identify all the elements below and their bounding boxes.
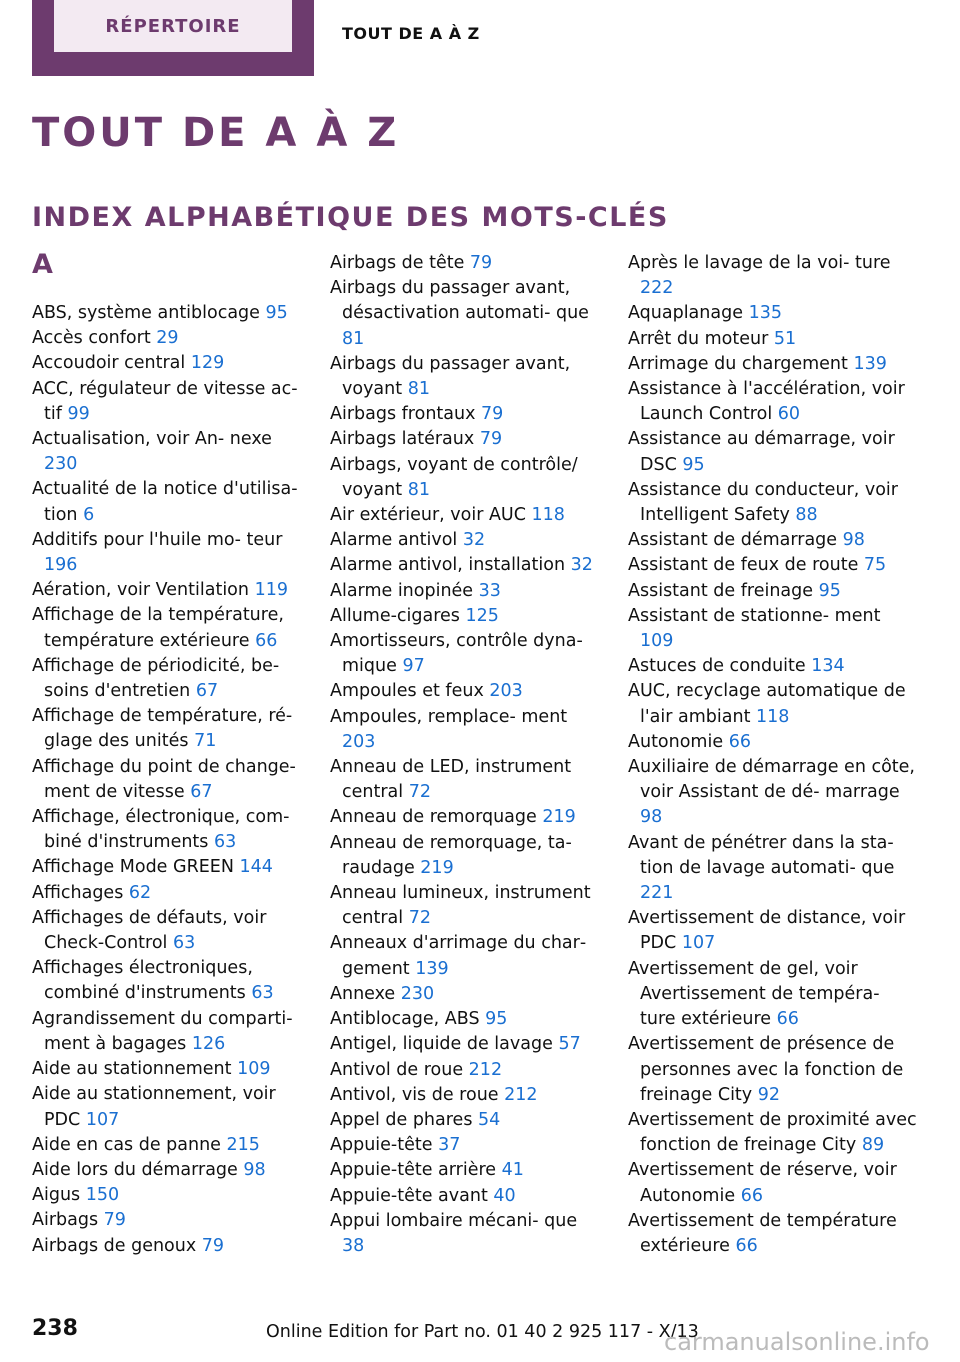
index-entry	[32, 1057, 304, 1082]
index-entry	[330, 453, 602, 503]
index-entry-text: Autonomie	[628, 731, 724, 752]
index-page-link[interactable]: 139	[415, 958, 449, 979]
index-entry	[628, 679, 918, 729]
index-page-link[interactable]: 72	[408, 782, 431, 803]
index-entry	[32, 301, 304, 326]
index-page-link[interactable]: 109	[237, 1059, 271, 1080]
footer-edition: Online Edition for Part no. 01 40 2 925 117 - X/13	[266, 1322, 699, 1342]
index-page-link[interactable]: 212	[468, 1059, 503, 1080]
index-page-link[interactable]: 98	[243, 1159, 266, 1180]
index-entry-text: Anneau de remorquage, ta‐ raudage	[330, 832, 572, 878]
index-page-link[interactable]: 57	[558, 1034, 581, 1055]
index-entry	[330, 1133, 602, 1158]
index-entry-text: Actualisation, voir An‐ nexe	[32, 429, 272, 450]
index-entry-text: Allume-cigares	[330, 605, 460, 626]
index-entry	[32, 326, 304, 351]
index-entry-text: Aération, voir Ventilation	[32, 580, 249, 601]
index-entry-text: Alarme antivol	[330, 530, 458, 551]
index-entry-text: Anneaux d'arrimage du char‐ gement	[330, 933, 587, 979]
index-entry-text: Astuces de conduite	[628, 656, 806, 677]
index-page-link[interactable]: 32	[462, 530, 486, 551]
index-entry	[628, 377, 918, 427]
index-entry	[628, 604, 918, 654]
index-entry	[32, 956, 304, 1006]
index-entry	[628, 301, 918, 326]
index-entry-text: Ampoules, remplace‐ ment	[330, 706, 568, 727]
index-page-link[interactable]: 79	[481, 404, 504, 425]
index-page-link[interactable]: 203	[342, 731, 376, 752]
index-entry-text: Additifs pour l'huile mo‐ teur	[32, 529, 283, 550]
index-entry-text: Avant de pénétrer dans la sta‐ tion de lavage automati‐ que	[628, 832, 895, 878]
index-page-link[interactable]: 95	[265, 303, 288, 323]
index-page-link[interactable]: 37	[438, 1135, 461, 1156]
index-entry	[32, 1208, 304, 1233]
index-page-link[interactable]: 41	[501, 1160, 524, 1181]
index-page-link[interactable]: 63	[251, 983, 274, 1004]
index-entry-text: Assistant de feux de route	[628, 555, 859, 576]
current-tab-label: TOUT DE A À Z	[342, 24, 480, 43]
index-page-link[interactable]: 72	[408, 908, 431, 929]
index-entry-text: Arrêt du moteur	[628, 328, 769, 349]
index-page-link[interactable]: 29	[156, 328, 179, 349]
index-page-link[interactable]: 67	[195, 681, 219, 702]
index-entry	[628, 1108, 918, 1158]
index-entry-text: Amortisseurs, contrôle dyna‐ mique	[330, 631, 583, 677]
index-page-link[interactable]: 88	[795, 505, 818, 526]
index-page-link[interactable]: 107	[681, 933, 716, 954]
index-entry	[330, 1083, 602, 1108]
index-entry-text: Alarme antivol, installation	[330, 555, 566, 576]
index-entry-text: Affichages électroniques, combiné d'instruments	[32, 958, 253, 1004]
index-page-link[interactable]: 144	[239, 857, 273, 878]
index-entry-text: Anneau lumineux, instrument central	[330, 883, 591, 929]
index-entry-text: Airbags	[32, 1210, 99, 1231]
index-entry-text: Airbags du passager avant, voyant	[330, 353, 571, 400]
index-entry	[32, 377, 304, 427]
index-entry	[330, 1108, 602, 1133]
index-entry	[330, 1158, 602, 1183]
index-entry	[628, 957, 918, 1033]
index-entry	[330, 831, 602, 881]
index-entry	[330, 352, 602, 402]
index-entry	[330, 427, 602, 452]
index-entry-text: Assistance au démarrage, voir DSC	[628, 429, 895, 475]
index-entry-text: Aide au stationnement, voir PDC	[32, 1084, 276, 1130]
index-page-link[interactable]: 97	[402, 656, 425, 677]
index-page-link[interactable]: 79	[201, 1235, 225, 1256]
index-entry	[32, 427, 304, 477]
index-entry	[32, 603, 304, 653]
index-page-link[interactable]: 215	[226, 1134, 260, 1155]
index-entry-text: Affichages de défauts, voir Check-Control	[32, 907, 267, 954]
index-column-2	[330, 251, 602, 1259]
index-page-link[interactable]: 230	[44, 454, 78, 475]
index-entry-text: Assistant de freinage	[628, 580, 814, 601]
index-entry	[32, 755, 304, 805]
index-entry-text: Avertissement de présence de personnes avec la fonction de freinage City	[628, 1034, 904, 1105]
index-entry	[32, 1158, 304, 1183]
index-page-link[interactable]: 51	[773, 328, 797, 349]
index-page-link[interactable]: 63	[214, 832, 237, 853]
index-page-link[interactable]: 118	[531, 505, 565, 526]
index-entry	[330, 982, 602, 1007]
index-entry-text: Affichage Mode GREEN	[32, 857, 234, 878]
index-entry-text: Affichage du point de change‐ ment de vitesse	[32, 756, 296, 802]
index-page-link[interactable]: 71	[194, 731, 217, 752]
index-page-link[interactable]: 89	[861, 1135, 885, 1156]
index-page-link[interactable]: 118	[756, 706, 790, 727]
index-page-link[interactable]: 54	[478, 1109, 501, 1130]
index-page-link[interactable]: 66	[776, 1009, 799, 1030]
index-entry	[330, 1184, 602, 1209]
index-entry-text: Ampoules et feux	[330, 681, 484, 702]
index-entry	[330, 679, 602, 704]
index-entry-text: Actualité de la notice d'utilisa‐ tion	[32, 479, 298, 525]
index-entry	[330, 604, 602, 629]
index-page-link[interactable]: 62	[128, 882, 152, 903]
index-page-link[interactable]: 221	[640, 883, 674, 904]
index-entry	[32, 1007, 304, 1057]
index-entry	[32, 528, 304, 578]
index-page-link[interactable]: 119	[254, 580, 288, 601]
index-entry	[32, 881, 304, 906]
index-entry	[628, 553, 918, 578]
index-page-link[interactable]: 33	[478, 580, 501, 601]
index-entry	[32, 578, 304, 603]
index-letter: A	[32, 249, 53, 280]
index-page-link[interactable]: 134	[811, 656, 845, 677]
index-entry-text: Antigel, liquide de lavage	[330, 1034, 553, 1055]
index-entry	[628, 251, 918, 301]
index-page-link[interactable]: 75	[863, 555, 887, 576]
index-entry	[628, 478, 918, 528]
index-page-link[interactable]: 107	[85, 1109, 120, 1130]
index-entry	[32, 1183, 304, 1208]
index-entry	[32, 906, 304, 956]
index-entry	[330, 931, 602, 981]
index-page-link[interactable]: 150	[85, 1185, 120, 1206]
index-page-link[interactable]: 38	[342, 1235, 365, 1256]
section-tab-label: RÉPERTOIRE	[54, 0, 292, 52]
index-entry-text: Anneau de remorquage	[330, 807, 537, 828]
index-entry-text: Appel de phares	[330, 1109, 473, 1130]
index-entry	[330, 553, 602, 578]
index-entry-text: ACC, régulateur de vitesse ac‐ tif	[32, 378, 298, 424]
index-page-link[interactable]: 67	[190, 781, 213, 802]
index-entry	[330, 755, 602, 805]
section-title: INDEX ALPHABÉTIQUE DES MOTS-CLÉS	[32, 202, 669, 233]
index-entry-text: Affichage de périodicité, be‐ soins d'entretien	[32, 655, 280, 702]
index-entry-text: Accès confort	[32, 328, 151, 349]
index-entry	[330, 503, 602, 528]
index-entry	[628, 1158, 918, 1208]
index-entry-text: AUC, recyclage automatique de l'air ambiant	[628, 681, 906, 727]
index-page-link[interactable]: 95	[818, 580, 841, 601]
index-page-link[interactable]: 222	[640, 278, 674, 299]
index-entry	[628, 755, 918, 831]
index-entry-text: Appuie-tête	[330, 1135, 433, 1156]
index-entry	[628, 427, 918, 477]
index-page-link[interactable]: 81	[407, 479, 430, 500]
index-page-link[interactable]: 135	[748, 303, 782, 324]
index-page-link[interactable]: 66	[728, 731, 751, 752]
index-entry	[628, 654, 918, 679]
index-page-link[interactable]: 139	[853, 353, 887, 374]
index-entry	[32, 1082, 304, 1132]
index-entry	[32, 351, 304, 376]
index-entry-text: ABS, système antiblocage	[32, 303, 260, 323]
index-column-1	[32, 251, 304, 1259]
index-entry-text: Accoudoir central	[32, 353, 186, 374]
index-entry	[628, 831, 918, 907]
index-entry-text: Antivol de roue	[330, 1059, 464, 1080]
index-entry	[330, 276, 602, 352]
index-entry-text: Airbags de genoux	[32, 1235, 197, 1256]
index-entry	[330, 1007, 602, 1032]
index-entry-text: Agrandissement du comparti‐ ment à bagages	[32, 1008, 293, 1054]
index-entry-text: Airbags latéraux	[330, 429, 475, 450]
index-entry-text: Avertissement de gel, voir Avertissement de tempéra‐ ture extérieure	[628, 958, 880, 1030]
index-entry-text: Aigus	[32, 1185, 81, 1206]
index-entry-text: Airbags du passager avant, désactivation automati‐ que	[330, 278, 589, 324]
index-entry	[330, 1032, 602, 1057]
index-page-link[interactable]: 98	[640, 807, 663, 828]
index-page-link[interactable]: 60	[777, 404, 801, 425]
index-entry	[330, 705, 602, 755]
index-page-link[interactable]: 98	[842, 530, 865, 551]
index-page-link[interactable]: 109	[640, 631, 674, 652]
index-entry	[628, 579, 918, 604]
index-entry-text: Antivol, vis de roue	[330, 1084, 499, 1105]
index-entry-text: Alarme inopinée	[330, 580, 474, 601]
index-entry	[32, 1133, 304, 1158]
index-entry-text: Avertissement de réserve, voir Autonomie	[628, 1160, 897, 1206]
index-entry	[330, 1209, 602, 1259]
index-entry	[330, 881, 602, 931]
index-entry-text: Aquaplanage	[628, 303, 743, 324]
index-entry-text: Après le lavage de la voi‐ ture	[628, 253, 891, 273]
index-entry	[628, 1209, 918, 1259]
index-entry-text: Assistant de stationne‐ ment	[628, 605, 881, 626]
index-entry	[330, 629, 602, 679]
index-entry	[32, 855, 304, 880]
index-entry-text: Aide en cas de panne	[32, 1134, 221, 1155]
index-page-link[interactable]: 79	[469, 253, 493, 273]
index-entry-text: Affichage de température, ré‐ glage des unités	[32, 706, 293, 752]
index-page-link[interactable]: 212	[504, 1084, 538, 1105]
watermark: carmanualsonline.info	[664, 1328, 930, 1356]
index-entry-text: Airbags, voyant de contrôle/ voyant	[330, 454, 578, 500]
index-entry-text: Antiblocage, ABS	[330, 1009, 480, 1030]
index-page-link[interactable]: 32	[570, 555, 593, 576]
index-entry	[330, 528, 602, 553]
index-entry-text: Anneau de LED, instrument central	[330, 757, 572, 803]
index-entry-text: Air extérieur, voir AUC	[330, 505, 526, 526]
page-number: 238	[32, 1316, 78, 1341]
index-entry	[628, 528, 918, 553]
index-entry	[330, 251, 602, 276]
index-entry-text: Avertissement de distance, voir PDC	[628, 908, 906, 954]
index-page-link[interactable]: 230	[400, 983, 435, 1004]
index-page-link[interactable]: 6	[83, 504, 95, 525]
index-entry-text: Appuie-tête avant	[330, 1185, 488, 1206]
index-entry	[32, 704, 304, 754]
index-entry-text: Affichage, électronique, com‐ biné d'instruments	[32, 807, 290, 853]
index-page-link[interactable]: 63	[172, 933, 196, 954]
index-entry	[32, 654, 304, 704]
page-title: TOUT DE A À Z	[32, 110, 400, 156]
index-entry-text: Aide au stationnement	[32, 1059, 232, 1080]
index-page-link[interactable]: 40	[493, 1185, 516, 1206]
index-entry	[330, 579, 602, 604]
index-entry	[628, 730, 918, 755]
index-page-link[interactable]: 196	[44, 555, 78, 576]
index-entry-text: Affichage de la température, température extérieure	[32, 605, 284, 651]
index-page-link[interactable]: 81	[407, 379, 430, 400]
index-entry-text: Assistance à l'accélération, voir Launch Control	[628, 379, 905, 425]
index-entry	[32, 477, 304, 527]
index-page-link[interactable]: 79	[103, 1210, 126, 1231]
section-tab[interactable]	[32, 0, 314, 76]
index-page-link[interactable]: 125	[465, 605, 499, 626]
index-page-link[interactable]: 203	[489, 681, 523, 702]
index-page-link[interactable]: 129	[190, 353, 225, 374]
index-entry	[330, 402, 602, 427]
index-entry	[628, 327, 918, 352]
index-entry-text: Airbags de tête	[330, 253, 465, 273]
index-entry-text: Affichages	[32, 882, 124, 903]
index-entry-text: Arrimage du chargement	[628, 353, 848, 374]
index-entry-text: Aide lors du démarrage	[32, 1159, 238, 1180]
index-page-link[interactable]: 99	[67, 403, 90, 424]
index-page-link[interactable]: 66	[740, 1185, 763, 1206]
index-entry-text: Assistant de démarrage	[628, 530, 838, 551]
index-page-link[interactable]: 92	[757, 1084, 781, 1105]
index-page-link[interactable]: 79	[479, 429, 503, 450]
index-entry-text: Avertissement de proximité avec fonction de freinage City	[628, 1109, 917, 1156]
index-entry-text: Appuie-tête arrière	[330, 1160, 497, 1181]
index-entry	[628, 906, 918, 956]
index-entry-text: Auxiliaire de démarrage en côte, voir Assistant de dé‐ marrage	[628, 757, 915, 803]
index-page-link[interactable]: 95	[682, 454, 705, 475]
index-entry-text: Assistance du conducteur, voir Intelligent Safety	[628, 479, 898, 526]
index-entry-text: Appui lombaire mécani‐ que	[330, 1210, 578, 1231]
index-entry	[628, 352, 918, 377]
index-entry	[32, 805, 304, 855]
index-page-link[interactable]: 66	[255, 630, 278, 651]
index-page-link[interactable]: 126	[191, 1033, 226, 1054]
index-entry-text: Avertissement de température extérieure	[628, 1210, 897, 1256]
index-column-3	[628, 251, 918, 1259]
index-entry	[628, 1032, 918, 1108]
index-page-link[interactable]: 219	[420, 857, 454, 878]
index-page-link[interactable]: 81	[342, 328, 365, 349]
index-entry	[32, 1234, 304, 1259]
index-entry-text: Airbags frontaux	[330, 404, 476, 425]
index-entry	[330, 1058, 602, 1083]
index-page-link[interactable]: 95	[485, 1009, 508, 1030]
index-page-link[interactable]: 219	[542, 807, 576, 828]
index-entry	[330, 805, 602, 830]
index-entry-text: Annexe	[330, 983, 401, 1004]
index-page-link[interactable]: 66	[735, 1235, 758, 1256]
